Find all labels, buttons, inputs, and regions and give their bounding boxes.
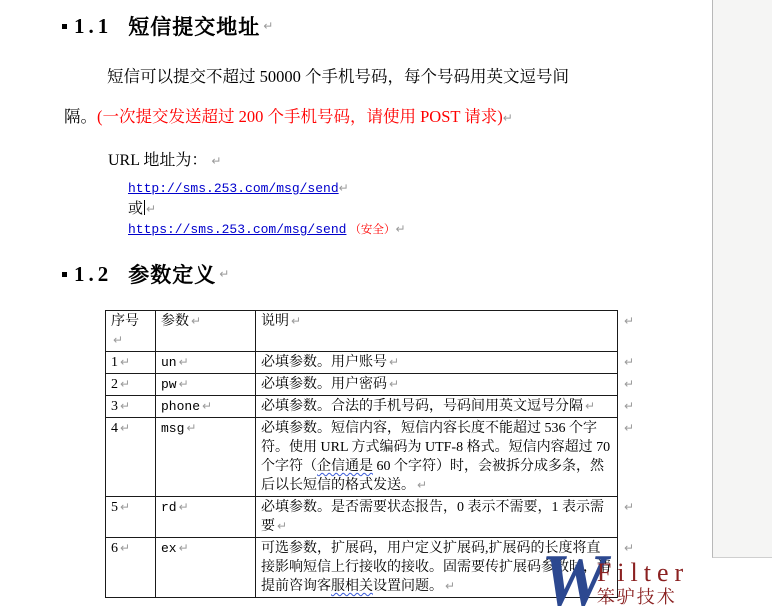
param-desc: 设置问题。 bbox=[373, 579, 443, 594]
heading-title: 参数定义 bbox=[128, 263, 217, 287]
cell-param bbox=[156, 396, 256, 418]
heading-number: 1.1 bbox=[74, 13, 113, 38]
cell-param bbox=[156, 418, 256, 497]
heading-title: 短信提交地址 bbox=[128, 15, 261, 39]
cell-desc bbox=[256, 352, 634, 374]
param-desc: 必填参数。用户账号 bbox=[261, 355, 387, 370]
cell-mark-icon: ↵ bbox=[120, 500, 131, 514]
cell-param bbox=[156, 497, 256, 538]
param-desc: 必填参数。短信内容，短信内容长度不能超过 536 个字符。使用 URL 方式编码为 UTF-8 格式。短信内容超过 70 个字符（ bbox=[261, 421, 611, 474]
row-number: 6 bbox=[111, 541, 118, 556]
cell-no bbox=[106, 497, 156, 538]
cell-mark-icon: ↵ bbox=[178, 541, 189, 555]
page-outside-area bbox=[712, 0, 772, 558]
cell-no bbox=[106, 352, 156, 374]
logo-text bbox=[597, 552, 689, 609]
param-desc-wavy: 企信通是 bbox=[317, 459, 373, 474]
or-line bbox=[128, 199, 406, 219]
param-desc: 必填参数。是否需要状态报告，0 表示不需要，1 表示需要 bbox=[261, 500, 604, 534]
row-number: 1 bbox=[111, 355, 118, 370]
heading-number: 1.2 bbox=[74, 261, 113, 286]
cell-mark-icon: ↵ bbox=[445, 579, 456, 593]
header-cell-param bbox=[156, 311, 256, 352]
header-cell-no bbox=[106, 311, 156, 352]
cell-desc bbox=[256, 396, 634, 418]
cell-mark-icon: ↵ bbox=[120, 355, 131, 369]
intro-line2-black: 隔。 bbox=[64, 107, 97, 126]
cell-no bbox=[106, 374, 156, 396]
cell-no bbox=[106, 418, 156, 497]
header-label: 序号 bbox=[111, 314, 139, 329]
paragraph-mark-icon: ↵ bbox=[395, 222, 406, 236]
intro-paragraph bbox=[64, 57, 664, 138]
cell-param bbox=[156, 374, 256, 396]
row-number: 3 bbox=[111, 399, 118, 414]
cell-mark-icon: ↵ bbox=[178, 500, 189, 514]
cell-mark-icon: ↵ bbox=[178, 355, 189, 369]
cell-mark-icon: ↵ bbox=[120, 377, 131, 391]
cell-no bbox=[106, 538, 156, 598]
url-label: URL 地址为： bbox=[108, 152, 208, 169]
cell-mark-icon: ↵ bbox=[178, 377, 189, 391]
table-row bbox=[106, 352, 618, 374]
paragraph-mark-icon: ↵ bbox=[146, 202, 157, 216]
paragraph-mark-icon: ↵ bbox=[502, 111, 513, 125]
param-name: pw bbox=[161, 377, 177, 392]
intro-line2-red: (一次提交发送超过 200 个手机号码，请使用 POST 请求) bbox=[97, 107, 503, 126]
param-desc: 必填参数。合法的手机号码，号码间用英文逗号分隔 bbox=[261, 399, 583, 414]
section-heading-1-2 bbox=[62, 259, 229, 289]
paragraph-mark-icon: ↵ bbox=[211, 154, 222, 168]
param-name: phone bbox=[161, 399, 201, 414]
heading-bullet-icon bbox=[62, 24, 67, 29]
param-name: un bbox=[161, 355, 177, 370]
paragraph-mark-icon: ↵ bbox=[338, 181, 349, 195]
table-row bbox=[106, 374, 618, 396]
param-name: rd bbox=[161, 500, 177, 515]
section-heading-1-1 bbox=[62, 11, 273, 41]
cell-mark-icon: ↵ bbox=[120, 421, 131, 435]
table-row bbox=[106, 396, 618, 418]
cell-mark-icon: ↵ bbox=[120, 399, 131, 413]
param-name: ex bbox=[161, 541, 177, 556]
row-number: 5 bbox=[111, 500, 118, 515]
param-desc-wavy: 服相关 bbox=[331, 579, 373, 594]
table-row bbox=[106, 418, 618, 497]
header-label: 参数 bbox=[161, 314, 189, 329]
table-row bbox=[106, 497, 618, 538]
cell-mark-icon: ↵ bbox=[113, 333, 124, 347]
wfilter-logo bbox=[541, 540, 690, 609]
cell-mark-icon: ↵ bbox=[277, 519, 288, 533]
row-end-mark-icon: ↵ bbox=[623, 314, 634, 328]
row-number: 2 bbox=[111, 377, 118, 392]
cell-mark-icon: ↵ bbox=[291, 314, 302, 328]
cell-desc bbox=[256, 418, 634, 497]
param-name: msg bbox=[161, 421, 185, 436]
url-links-block bbox=[128, 178, 406, 240]
paragraph-mark-icon: ↵ bbox=[263, 19, 274, 33]
header-cell-desc bbox=[256, 311, 634, 352]
intro-line2 bbox=[64, 97, 664, 138]
table-header-row bbox=[106, 311, 618, 352]
cell-mark-icon: ↵ bbox=[585, 399, 596, 413]
param-desc: 60 个字符）时，会被拆分成多条，然后以长短信的格式发送。 bbox=[261, 459, 604, 493]
secure-note: （安全） bbox=[349, 224, 396, 236]
url-label-line bbox=[108, 147, 221, 170]
logo-subtitle: 笨驴技术 bbox=[596, 587, 677, 607]
logo-name: Filter bbox=[596, 558, 690, 587]
cell-param bbox=[156, 352, 256, 374]
row-end-mark-icon: ↵ bbox=[623, 355, 634, 369]
paragraph-mark-icon: ↵ bbox=[219, 267, 230, 281]
http-link-line bbox=[128, 178, 406, 199]
intro-line1: 短信可以提交不超过 50000 个手机号码，每个号码用英文逗号间 bbox=[107, 67, 569, 86]
cell-mark-icon: ↵ bbox=[120, 541, 131, 555]
cell-mark-icon: ↵ bbox=[389, 377, 400, 391]
http-link[interactable]: http://sms.253.com/msg/send bbox=[128, 181, 339, 196]
param-desc: 必填参数。用户密码 bbox=[261, 377, 387, 392]
row-number: 4 bbox=[111, 421, 118, 436]
cell-param bbox=[156, 538, 256, 598]
cell-mark-icon: ↵ bbox=[389, 355, 400, 369]
cell-desc bbox=[256, 374, 634, 396]
row-end-mark-icon: ↵ bbox=[623, 377, 634, 391]
header-label: 说明 bbox=[261, 314, 289, 329]
https-link-line bbox=[128, 219, 406, 240]
heading-bullet-icon bbox=[62, 272, 67, 277]
cell-desc bbox=[256, 497, 634, 538]
logo-w-icon: W bbox=[541, 540, 607, 609]
row-end-mark-icon: ↵ bbox=[623, 500, 634, 514]
row-end-mark-icon: ↵ bbox=[623, 421, 634, 435]
or-text: 或 bbox=[128, 201, 144, 217]
param-desc: 可选参数，扩展码，用户定义扩展码,扩展码的长度将直接影响短信上行接收的接收。固需要传扩展码参数时，请提前咨询客 bbox=[261, 541, 611, 594]
cell-no bbox=[106, 396, 156, 418]
cell-mark-icon: ↵ bbox=[417, 478, 428, 492]
cell-mark-icon: ↵ bbox=[191, 314, 202, 328]
cell-mark-icon: ↵ bbox=[186, 421, 197, 435]
https-link[interactable]: https://sms.253.com/msg/send bbox=[128, 222, 347, 237]
text-cursor bbox=[144, 200, 145, 215]
cell-mark-icon: ↵ bbox=[202, 399, 213, 413]
row-end-mark-icon: ↵ bbox=[623, 541, 634, 555]
row-end-mark-icon: ↵ bbox=[623, 399, 634, 413]
